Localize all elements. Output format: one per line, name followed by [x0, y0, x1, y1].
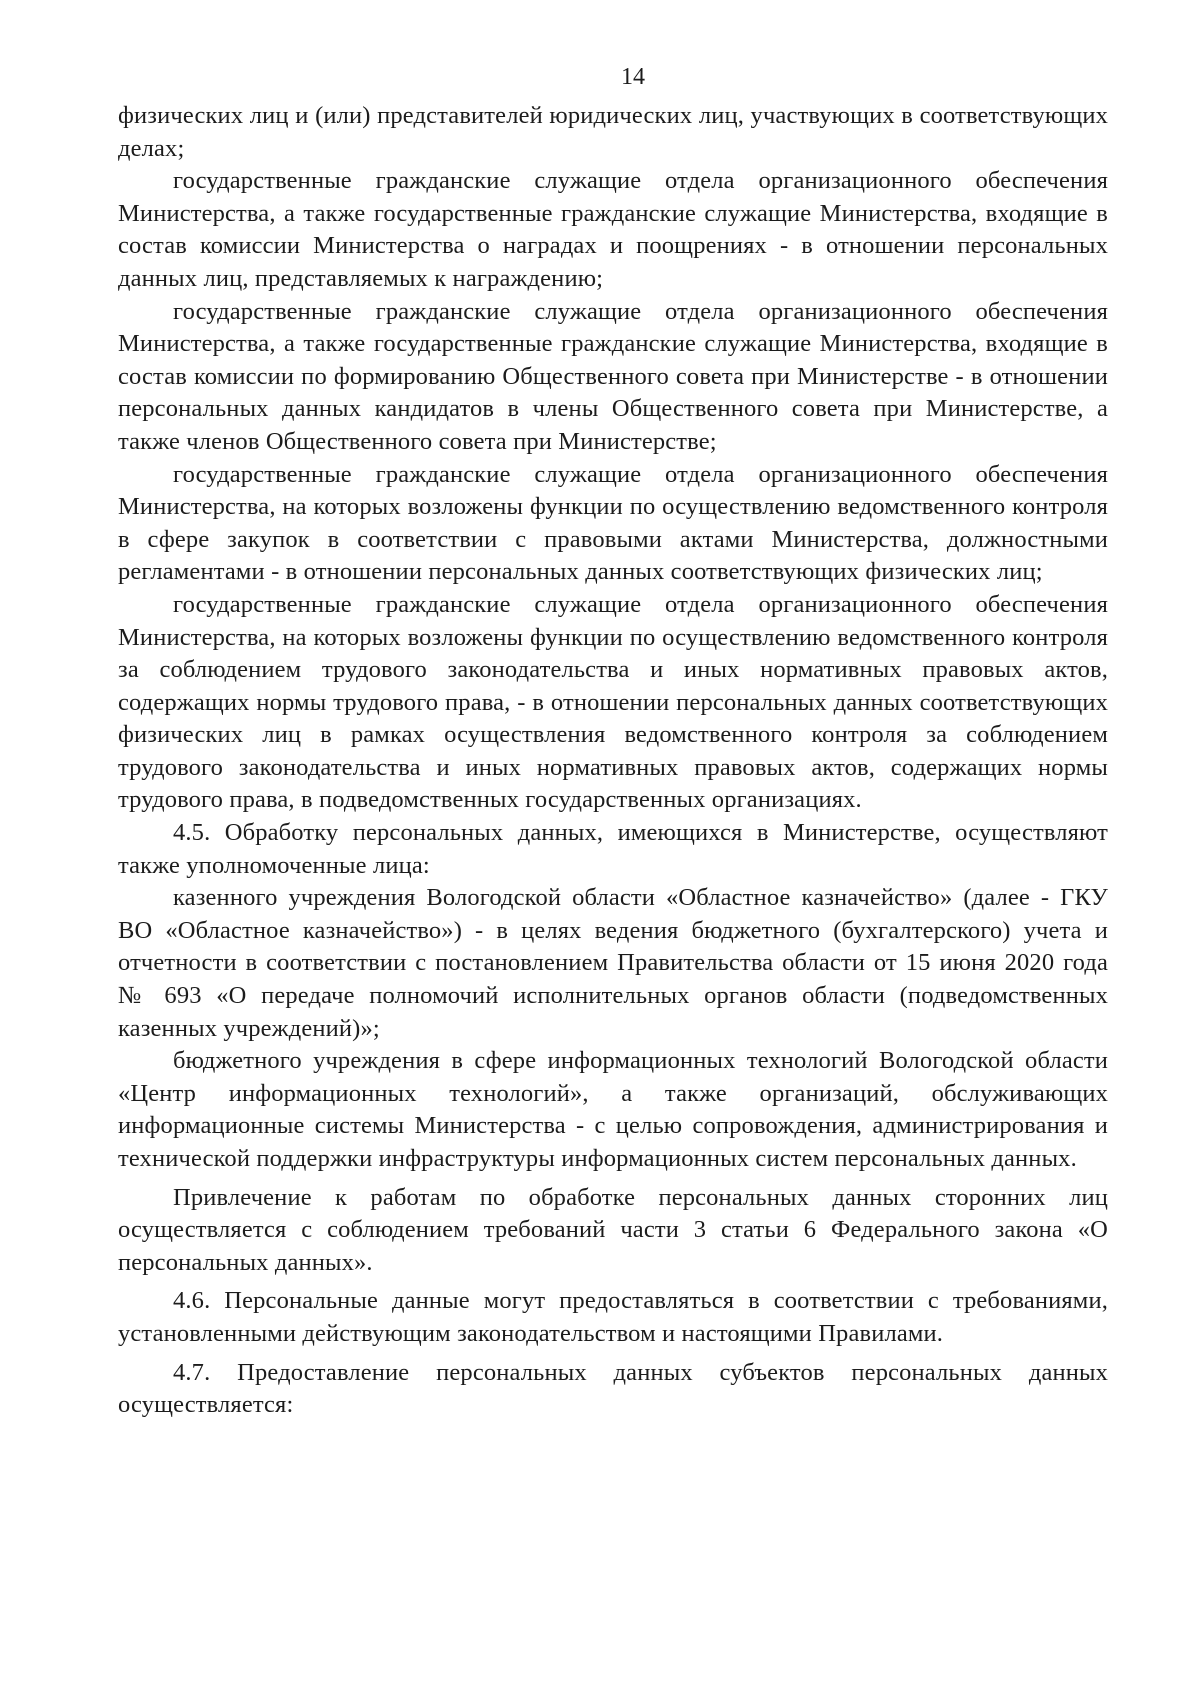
paragraph-public-council: государственные гражданские служащие отдела организационного обеспечения Министерства, а также государственные гражданские служащие Министерства, входящие в состав комиссии по формированию Общественного совета при Министерстве - в отношении персональных данных кандидатов в члены Общественного совета при Министерстве, а также членов Общественного совета при Министерстве; — [118, 297, 1108, 455]
paragraph-labor-control: государственные гражданские служащие отдела организационного обеспечения Министерства, на которых возложены функции по осуществлению ведомственного контроля за соблюдением трудового законодательства и иных нормативных правовых актов, содержащих нормы трудового права, - в отношении персональных данных соответствующих физических лиц в рамках осуществления ведомственного контроля за соблюдением трудового законодательства и иных нормативных правовых актов, содержащих нормы трудового права, в подведомственных государственных организациях. — [118, 590, 1108, 814]
paragraph-section-4-5: 4.5. Обработку персональных данных, имеющихся в Министерстве, осуществляют также уполномоченные лица: — [118, 819, 1108, 879]
document-page — [118, 62, 1108, 1422]
paragraph-section-4-6: 4.6. Персональные данные могут предоставляться в соответствии с требованиями, установленными действующим законодательством и настоящими Правилами. — [118, 1287, 1108, 1347]
paragraph-procurement-control: государственные гражданские служащие отдела организационного обеспечения Министерства, на которых возложены функции по осуществлению ведомственного контроля в сфере закупок в соответствии с правовыми актами Министерства, должностными регламентами - в отношении персональных данных соответствующих физических лиц; — [118, 460, 1108, 586]
paragraph-continuation: физических лиц и (или) представителей юридических лиц, участвующих в соответствующих делах; — [118, 102, 1108, 162]
paragraph-treasury: казенного учреждения Вологодской области «Областное казначейство» (далее - ГКУ ВО «Областное казначейство») - в целях ведения бюджетного (бухгалтерского) учета и отчетности в соответствии с постановлением Правительства области от 15 июня 2020 года № 693 «О передаче полномочий исполнительных органов области (подведомственных казенных учреждений)»; — [118, 884, 1108, 1042]
paragraph-it-center: бюджетного учреждения в сфере информационных технологий Вологодской области «Центр информационных технологий», а также организаций, обслуживающих информационные системы Министерства - с целью сопровождения, администрирования и технической поддержки инфраструктуры информационных систем персональных данных. — [118, 1047, 1108, 1172]
paragraph-awards-commission: государственные гражданские служащие отдела организационного обеспечения Министерства, а также государственные гражданские служащие Министерства, входящие в состав комиссии Министерства о наградах и поощрениях - в отношении персональных данных лиц, представляемых к награждению; — [118, 167, 1108, 292]
paragraph-section-4-7: 4.7. Предоставление персональных данных субъектов персональных данных осуществляется: — [118, 1358, 1108, 1419]
paragraph-third-parties: Привлечение к работам по обработке персональных данных сторонних лиц осуществляется с соблюдением требований части 3 статьи 6 Федерального закона «О персональных данных». — [118, 1183, 1108, 1276]
page-number: 14 — [621, 64, 645, 90]
